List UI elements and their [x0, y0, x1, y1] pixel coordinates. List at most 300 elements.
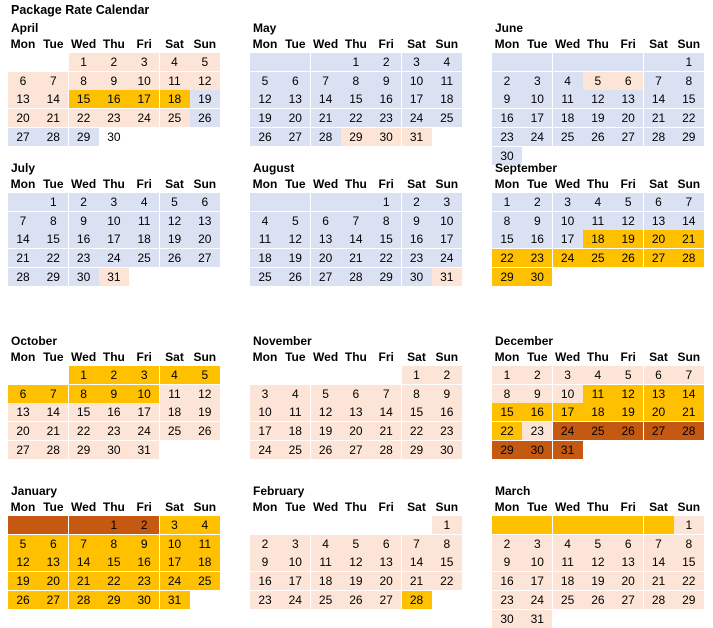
day-cell[interactable]: 4 [553, 535, 583, 553]
day-cell[interactable]: 4 [311, 535, 341, 553]
day-cell[interactable]: 25 [190, 572, 220, 590]
day-cell[interactable]: 21 [402, 572, 432, 590]
day-cell[interactable]: 28 [341, 268, 371, 286]
day-cell[interactable]: 2 [371, 53, 401, 71]
day-cell[interactable]: 19 [250, 109, 280, 127]
day-cell[interactable]: 31 [402, 128, 432, 146]
day-cell[interactable]: 28 [311, 128, 341, 146]
day-cell[interactable]: 24 [432, 249, 462, 267]
day-cell[interactable]: 8 [69, 385, 99, 403]
day-cell[interactable]: 5 [613, 366, 643, 384]
day-cell[interactable]: 29 [492, 441, 522, 459]
day-cell[interactable]: 3 [129, 366, 159, 384]
day-cell[interactable]: 25 [553, 128, 583, 146]
day-cell[interactable]: 17 [129, 403, 159, 421]
day-cell[interactable]: 26 [280, 268, 310, 286]
day-cell[interactable]: 13 [38, 553, 68, 571]
day-cell[interactable]: 30 [129, 591, 159, 609]
day-cell[interactable]: 28 [371, 441, 401, 459]
day-cell[interactable]: 19 [8, 572, 38, 590]
day-cell[interactable]: 2 [492, 535, 522, 553]
day-cell[interactable]: 14 [644, 90, 674, 108]
day-cell[interactable]: 16 [522, 230, 552, 248]
day-cell[interactable]: 28 [644, 128, 674, 146]
day-cell[interactable]: 29 [38, 268, 68, 286]
day-cell[interactable]: 16 [69, 230, 99, 248]
day-cell[interactable]: 5 [250, 72, 280, 90]
day-cell[interactable]: 16 [99, 403, 129, 421]
day-cell[interactable]: 29 [69, 441, 99, 459]
day-cell[interactable]: 5 [613, 193, 643, 211]
day-cell[interactable]: 20 [8, 109, 38, 127]
day-cell[interactable]: 30 [99, 128, 129, 146]
day-cell[interactable]: 17 [522, 572, 552, 590]
day-cell[interactable]: 26 [583, 128, 613, 146]
day-cell[interactable]: 27 [613, 128, 643, 146]
day-cell[interactable]: 5 [190, 366, 220, 384]
day-cell[interactable]: 29 [674, 591, 704, 609]
day-cell[interactable]: 14 [341, 230, 371, 248]
day-cell[interactable]: 5 [8, 535, 38, 553]
day-cell[interactable]: 8 [99, 535, 129, 553]
day-cell[interactable]: 24 [129, 109, 159, 127]
day-cell[interactable]: 5 [280, 212, 310, 230]
day-cell[interactable]: 7 [38, 72, 68, 90]
day-cell[interactable]: 9 [69, 212, 99, 230]
day-cell[interactable]: 18 [160, 403, 190, 421]
day-cell[interactable]: 7 [8, 212, 38, 230]
day-cell[interactable]: 16 [492, 109, 522, 127]
day-cell[interactable]: 21 [8, 249, 38, 267]
day-cell[interactable]: 8 [432, 535, 462, 553]
day-cell[interactable]: 21 [38, 422, 68, 440]
day-cell[interactable]: 25 [583, 249, 613, 267]
day-cell[interactable]: 15 [492, 403, 522, 421]
day-cell[interactable]: 21 [38, 109, 68, 127]
day-cell[interactable]: 10 [160, 535, 190, 553]
day-cell[interactable]: 11 [553, 553, 583, 571]
day-cell[interactable]: 6 [190, 193, 220, 211]
day-cell[interactable]: 17 [553, 403, 583, 421]
day-cell[interactable]: 24 [280, 591, 310, 609]
day-cell[interactable]: 10 [129, 72, 159, 90]
day-cell[interactable]: 18 [190, 553, 220, 571]
day-cell[interactable]: 13 [8, 403, 38, 421]
day-cell[interactable]: 22 [69, 422, 99, 440]
day-cell[interactable]: 20 [8, 422, 38, 440]
day-cell[interactable]: 29 [492, 268, 522, 286]
day-cell[interactable]: 15 [69, 403, 99, 421]
day-cell[interactable]: 1 [38, 193, 68, 211]
day-cell[interactable]: 6 [8, 72, 38, 90]
day-cell[interactable]: 24 [129, 422, 159, 440]
day-cell[interactable]: 29 [69, 128, 99, 146]
day-cell[interactable]: 3 [250, 385, 280, 403]
day-cell[interactable]: 30 [522, 441, 552, 459]
day-cell[interactable]: 25 [129, 249, 159, 267]
day-cell[interactable]: 22 [38, 249, 68, 267]
day-cell[interactable]: 26 [8, 591, 38, 609]
day-cell[interactable]: 12 [613, 385, 643, 403]
day-cell[interactable]: 19 [613, 230, 643, 248]
day-cell[interactable]: 11 [311, 553, 341, 571]
day-cell[interactable]: 15 [38, 230, 68, 248]
day-cell[interactable]: 27 [280, 128, 310, 146]
day-cell[interactable]: 10 [522, 90, 552, 108]
day-cell[interactable]: 26 [190, 109, 220, 127]
day-cell[interactable]: 25 [553, 591, 583, 609]
day-cell[interactable]: 8 [371, 212, 401, 230]
day-cell[interactable]: 27 [190, 249, 220, 267]
day-cell[interactable]: 7 [371, 385, 401, 403]
day-cell[interactable]: 29 [674, 128, 704, 146]
day-cell[interactable]: 2 [99, 53, 129, 71]
day-cell[interactable]: 20 [644, 403, 674, 421]
day-cell[interactable]: 6 [644, 366, 674, 384]
day-cell[interactable]: 24 [553, 249, 583, 267]
day-cell[interactable]: 7 [311, 72, 341, 90]
day-cell[interactable]: 25 [432, 109, 462, 127]
day-cell[interactable]: 6 [38, 535, 68, 553]
day-cell[interactable]: 4 [129, 193, 159, 211]
day-cell[interactable]: 28 [644, 591, 674, 609]
day-cell[interactable]: 28 [38, 128, 68, 146]
day-cell[interactable]: 6 [644, 193, 674, 211]
day-cell[interactable]: 22 [432, 572, 462, 590]
day-cell[interactable]: 23 [522, 422, 552, 440]
day-cell[interactable]: 5 [583, 72, 613, 90]
day-cell[interactable]: 23 [99, 109, 129, 127]
day-cell[interactable]: 13 [190, 212, 220, 230]
day-cell[interactable]: 21 [341, 249, 371, 267]
day-cell[interactable]: 2 [432, 366, 462, 384]
day-cell[interactable]: 1 [674, 516, 704, 534]
day-cell[interactable]: 20 [311, 249, 341, 267]
day-cell[interactable]: 12 [8, 553, 38, 571]
day-cell[interactable]: 27 [644, 422, 674, 440]
day-cell[interactable]: 6 [613, 535, 643, 553]
day-cell[interactable]: 15 [69, 90, 99, 108]
day-cell[interactable]: 26 [311, 441, 341, 459]
day-cell[interactable]: 15 [402, 403, 432, 421]
day-cell[interactable]: 29 [99, 591, 129, 609]
day-cell[interactable]: 15 [99, 553, 129, 571]
day-cell[interactable]: 22 [402, 422, 432, 440]
day-cell[interactable]: 15 [492, 230, 522, 248]
day-cell[interactable]: 23 [522, 249, 552, 267]
day-cell[interactable]: 11 [553, 90, 583, 108]
day-cell[interactable]: 21 [644, 572, 674, 590]
day-cell[interactable]: 10 [553, 385, 583, 403]
day-cell[interactable]: 13 [644, 212, 674, 230]
day-cell[interactable]: 25 [311, 591, 341, 609]
day-cell[interactable]: 15 [432, 553, 462, 571]
day-cell[interactable]: 16 [250, 572, 280, 590]
day-cell[interactable]: 3 [160, 516, 190, 534]
day-cell[interactable]: 15 [674, 553, 704, 571]
day-cell[interactable]: 7 [644, 72, 674, 90]
day-cell[interactable]: 5 [190, 53, 220, 71]
day-cell[interactable]: 1 [492, 366, 522, 384]
day-cell[interactable]: 12 [250, 90, 280, 108]
day-cell[interactable]: 26 [160, 249, 190, 267]
day-cell[interactable]: 5 [311, 385, 341, 403]
day-cell[interactable]: 3 [553, 366, 583, 384]
day-cell[interactable]: 23 [69, 249, 99, 267]
day-cell[interactable]: 12 [311, 403, 341, 421]
day-cell[interactable]: 2 [250, 535, 280, 553]
day-cell[interactable]: 26 [341, 591, 371, 609]
day-cell[interactable]: 20 [341, 422, 371, 440]
day-cell[interactable]: 25 [160, 109, 190, 127]
day-cell[interactable]: 1 [432, 516, 462, 534]
day-cell[interactable]: 1 [69, 53, 99, 71]
day-cell[interactable]: 24 [160, 572, 190, 590]
day-cell[interactable]: 31 [553, 441, 583, 459]
day-cell[interactable]: 4 [250, 212, 280, 230]
day-cell[interactable]: 10 [250, 403, 280, 421]
day-cell[interactable]: 14 [8, 230, 38, 248]
day-cell[interactable]: 27 [371, 591, 401, 609]
day-cell[interactable]: 11 [583, 385, 613, 403]
day-cell[interactable]: 1 [99, 516, 129, 534]
day-cell[interactable]: 17 [280, 572, 310, 590]
day-cell[interactable]: 17 [99, 230, 129, 248]
day-cell[interactable]: 14 [402, 553, 432, 571]
day-cell[interactable]: 22 [341, 109, 371, 127]
day-cell[interactable]: 14 [644, 553, 674, 571]
day-cell[interactable]: 26 [613, 249, 643, 267]
day-cell[interactable]: 6 [613, 72, 643, 90]
day-cell[interactable]: 16 [402, 230, 432, 248]
day-cell[interactable]: 9 [99, 385, 129, 403]
day-cell[interactable]: 4 [190, 516, 220, 534]
day-cell[interactable]: 6 [280, 72, 310, 90]
day-cell[interactable]: 4 [432, 53, 462, 71]
day-cell[interactable]: 9 [99, 72, 129, 90]
day-cell[interactable]: 3 [553, 193, 583, 211]
day-cell[interactable]: 17 [129, 90, 159, 108]
day-cell[interactable]: 18 [583, 403, 613, 421]
day-cell[interactable]: 1 [371, 193, 401, 211]
day-cell[interactable]: 13 [280, 90, 310, 108]
day-cell[interactable]: 27 [8, 128, 38, 146]
day-cell[interactable]: 7 [674, 366, 704, 384]
day-cell[interactable]: 18 [160, 90, 190, 108]
day-cell[interactable]: 26 [190, 422, 220, 440]
day-cell[interactable]: 3 [522, 72, 552, 90]
day-cell[interactable]: 28 [674, 422, 704, 440]
day-cell[interactable]: 11 [190, 535, 220, 553]
day-cell[interactable]: 11 [432, 72, 462, 90]
day-cell[interactable]: 9 [492, 90, 522, 108]
day-cell[interactable]: 24 [522, 128, 552, 146]
day-cell[interactable]: 17 [250, 422, 280, 440]
day-cell[interactable]: 8 [402, 385, 432, 403]
day-cell[interactable]: 21 [371, 422, 401, 440]
day-cell[interactable]: 16 [99, 90, 129, 108]
day-cell[interactable]: 20 [190, 230, 220, 248]
day-cell[interactable]: 12 [280, 230, 310, 248]
day-cell[interactable]: 30 [99, 441, 129, 459]
day-cell[interactable]: 31 [160, 591, 190, 609]
day-cell[interactable]: 30 [492, 610, 522, 628]
day-cell[interactable]: 10 [553, 212, 583, 230]
day-cell[interactable]: 9 [402, 212, 432, 230]
day-cell[interactable]: 18 [432, 90, 462, 108]
day-cell[interactable]: 18 [280, 422, 310, 440]
day-cell[interactable]: 29 [371, 268, 401, 286]
day-cell[interactable]: 7 [674, 193, 704, 211]
day-cell[interactable]: 4 [160, 53, 190, 71]
day-cell[interactable]: 15 [341, 90, 371, 108]
day-cell[interactable]: 13 [613, 553, 643, 571]
day-cell[interactable]: 14 [311, 90, 341, 108]
day-cell[interactable]: 31 [99, 268, 129, 286]
day-cell[interactable]: 19 [613, 403, 643, 421]
day-cell[interactable]: 18 [311, 572, 341, 590]
day-cell[interactable]: 12 [341, 553, 371, 571]
day-cell[interactable]: 13 [644, 385, 674, 403]
day-cell[interactable]: 23 [99, 422, 129, 440]
day-cell[interactable]: 22 [492, 249, 522, 267]
day-cell[interactable]: 12 [190, 385, 220, 403]
day-cell[interactable]: 27 [644, 249, 674, 267]
day-cell[interactable]: 13 [613, 90, 643, 108]
day-cell[interactable]: 23 [432, 422, 462, 440]
day-cell[interactable]: 27 [613, 591, 643, 609]
day-cell[interactable]: 17 [522, 109, 552, 127]
day-cell[interactable]: 3 [99, 193, 129, 211]
day-cell[interactable]: 20 [38, 572, 68, 590]
day-cell[interactable]: 1 [402, 366, 432, 384]
day-cell[interactable]: 1 [674, 53, 704, 71]
day-cell[interactable]: 8 [674, 72, 704, 90]
day-cell[interactable]: 10 [280, 553, 310, 571]
day-cell[interactable]: 27 [8, 441, 38, 459]
day-cell[interactable]: 19 [583, 572, 613, 590]
day-cell[interactable]: 28 [674, 249, 704, 267]
day-cell[interactable]: 7 [644, 535, 674, 553]
day-cell[interactable]: 16 [432, 403, 462, 421]
day-cell[interactable]: 11 [250, 230, 280, 248]
day-cell[interactable]: 19 [190, 403, 220, 421]
day-cell[interactable]: 7 [38, 385, 68, 403]
day-cell[interactable]: 9 [129, 535, 159, 553]
day-cell[interactable]: 8 [69, 72, 99, 90]
day-cell[interactable]: 21 [69, 572, 99, 590]
day-cell[interactable]: 22 [371, 249, 401, 267]
day-cell[interactable]: 18 [250, 249, 280, 267]
day-cell[interactable]: 23 [492, 591, 522, 609]
day-cell[interactable]: 7 [341, 212, 371, 230]
day-cell[interactable]: 29 [402, 441, 432, 459]
day-cell[interactable]: 3 [522, 535, 552, 553]
day-cell[interactable]: 31 [522, 610, 552, 628]
day-cell[interactable]: 13 [311, 230, 341, 248]
day-cell[interactable]: 9 [492, 553, 522, 571]
day-cell[interactable]: 4 [280, 385, 310, 403]
day-cell[interactable]: 10 [432, 212, 462, 230]
day-cell[interactable]: 15 [674, 90, 704, 108]
day-cell[interactable]: 18 [553, 572, 583, 590]
day-cell[interactable]: 2 [69, 193, 99, 211]
day-cell[interactable]: 8 [38, 212, 68, 230]
day-cell[interactable]: 1 [492, 193, 522, 211]
day-cell[interactable]: 10 [522, 553, 552, 571]
day-cell[interactable]: 11 [160, 385, 190, 403]
day-cell[interactable]: 6 [341, 385, 371, 403]
day-cell[interactable]: 2 [522, 193, 552, 211]
day-cell[interactable]: 24 [522, 591, 552, 609]
day-cell[interactable]: 13 [8, 90, 38, 108]
day-cell[interactable]: 20 [613, 109, 643, 127]
day-cell[interactable]: 2 [129, 516, 159, 534]
day-cell[interactable]: 11 [160, 72, 190, 90]
day-cell[interactable]: 18 [553, 109, 583, 127]
day-cell[interactable]: 22 [674, 109, 704, 127]
day-cell[interactable]: 14 [38, 403, 68, 421]
day-cell[interactable]: 20 [644, 230, 674, 248]
day-cell[interactable]: 6 [8, 385, 38, 403]
day-cell[interactable]: 25 [160, 422, 190, 440]
day-cell[interactable]: 7 [402, 535, 432, 553]
day-cell[interactable]: 17 [160, 553, 190, 571]
day-cell[interactable]: 10 [402, 72, 432, 90]
day-cell[interactable]: 9 [522, 385, 552, 403]
day-cell[interactable]: 11 [583, 212, 613, 230]
day-cell[interactable]: 5 [583, 535, 613, 553]
day-cell[interactable]: 28 [402, 591, 432, 609]
day-cell[interactable]: 4 [583, 366, 613, 384]
day-cell[interactable]: 31 [129, 441, 159, 459]
day-cell[interactable]: 30 [492, 147, 522, 165]
day-cell[interactable]: 14 [674, 385, 704, 403]
day-cell[interactable]: 19 [341, 572, 371, 590]
day-cell[interactable]: 5 [341, 535, 371, 553]
day-cell[interactable]: 3 [402, 53, 432, 71]
day-cell[interactable]: 19 [583, 109, 613, 127]
day-cell[interactable]: 19 [280, 249, 310, 267]
day-cell[interactable]: 2 [402, 193, 432, 211]
day-cell[interactable]: 23 [492, 128, 522, 146]
day-cell[interactable]: 26 [250, 128, 280, 146]
day-cell[interactable]: 12 [190, 72, 220, 90]
day-cell[interactable]: 25 [250, 268, 280, 286]
day-cell[interactable]: 12 [583, 90, 613, 108]
day-cell[interactable]: 30 [432, 441, 462, 459]
day-cell[interactable]: 10 [129, 385, 159, 403]
day-cell[interactable]: 2 [522, 366, 552, 384]
day-cell[interactable]: 26 [613, 422, 643, 440]
day-cell[interactable]: 12 [160, 212, 190, 230]
day-cell[interactable]: 14 [674, 212, 704, 230]
day-cell[interactable]: 24 [99, 249, 129, 267]
day-cell[interactable]: 24 [250, 441, 280, 459]
day-cell[interactable]: 23 [250, 591, 280, 609]
day-cell[interactable]: 17 [432, 230, 462, 248]
day-cell[interactable]: 12 [583, 553, 613, 571]
day-cell[interactable]: 9 [432, 385, 462, 403]
day-cell[interactable]: 22 [492, 422, 522, 440]
day-cell[interactable]: 6 [371, 535, 401, 553]
day-cell[interactable]: 11 [129, 212, 159, 230]
day-cell[interactable]: 16 [492, 572, 522, 590]
day-cell[interactable]: 1 [69, 366, 99, 384]
day-cell[interactable]: 30 [522, 268, 552, 286]
day-cell[interactable]: 18 [583, 230, 613, 248]
day-cell[interactable]: 22 [99, 572, 129, 590]
